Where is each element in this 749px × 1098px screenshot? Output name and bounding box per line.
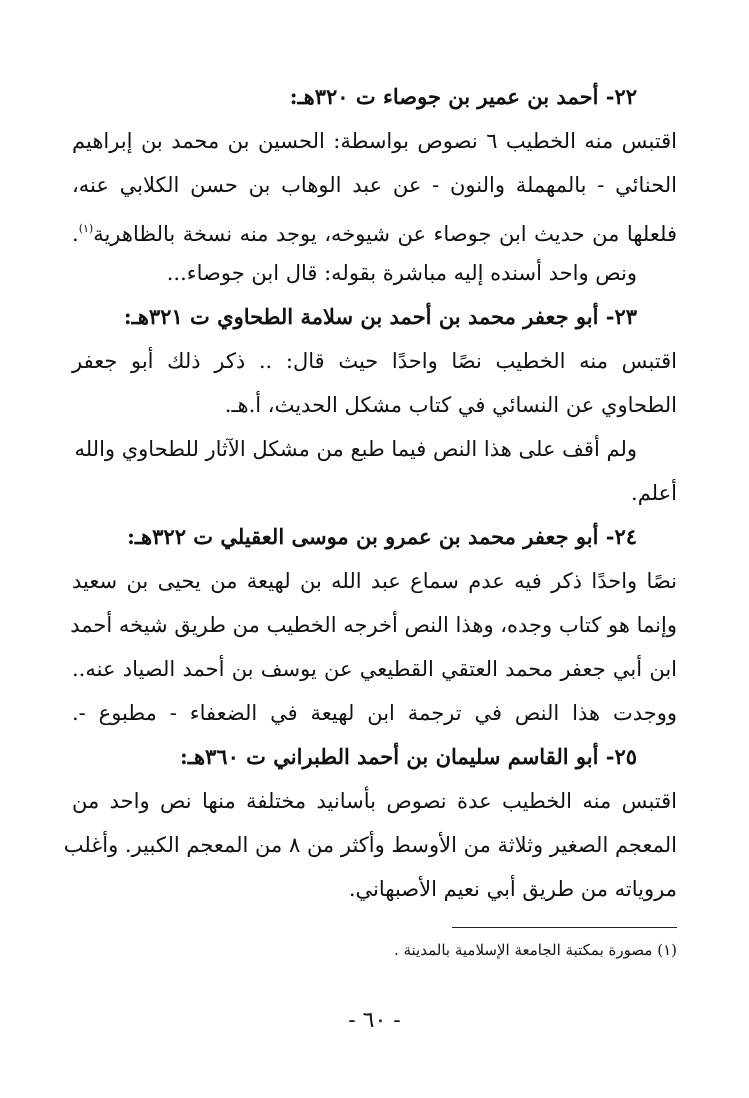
section-24-heading: ٢٤- أبو جعفر محمد بن عمرو بن موسى العقيلي ت ٣٢٢هـ: — [127, 524, 637, 549]
section-22-heading: ٢٢- أحمد بن عمير بن جوصاء ت ٣٢٠هـ: — [289, 84, 637, 109]
section-25-line-2: المعجم الصغير وثلاثة من الأوسط وأكثر من ٨ من المعجم الكبير. وأغلب — [63, 833, 677, 857]
section-22-line-4: ونص واحد أسنده إليه مباشرة بقوله: قال ابن جوصاء... — [166, 261, 637, 285]
section-22-line-2: الحنائي - بالمهملة والنون - عن عبد الوهاب بن حسن الكلابي عنه، — [72, 173, 677, 197]
section-25-line-3: مروياته من طريق أبي نعيم الأصبهاني. — [348, 877, 677, 901]
footnote-text: مصورة بمكتبة الجامعة الإسلامية بالمدينة . — [393, 941, 653, 959]
section-22-line-1: اقتبس منه الخطيب ٦ نصوص بواسطة: الحسين بن محمد بن إبراهيم — [72, 129, 677, 153]
footnote-reference: (١) — [78, 222, 94, 235]
section-23-line-1: اقتبس منه الخطيب نصًا واحدًا حيث قال: .. ذكر ذلك أبو جعفر — [72, 349, 677, 373]
page-number: - ٦٠ - — [348, 1008, 401, 1033]
footnote-divider — [452, 927, 677, 928]
section-24-line-4: ووجدت هذا النص في ترجمة ابن لهيعة في الضعفاء - مطبوع -. — [72, 701, 677, 725]
section-22-line-3-text: فلعلها من حديث ابن جوصاء عن شيوخه، يوجد منه نسخة بالظاهرية — [93, 222, 677, 246]
footnote-number: (١) — [657, 941, 677, 959]
section-23-line-3: ولم أقف على هذا النص فيما طبع من مشكل الآثار للطحاوي والله — [74, 437, 637, 461]
section-25-heading: ٢٥- أبو القاسم سليمان بن أحمد الطبراني ت ٣٦٠هـ: — [180, 744, 637, 769]
section-24-line-3: ابن أبي جعفر محمد العتقي القطيعي عن يوسف بن أحمد الصياد عنه.. — [72, 657, 677, 681]
section-24-line-2: وإنما هو كتاب وجده، وهذا النص أخرجه الخطيب من طريق شيخه أحمد — [70, 613, 677, 637]
section-25-line-1: اقتبس منه الخطيب عدة نصوص بأسانيد مختلفة منها نص واحد من — [72, 789, 677, 813]
section-23-line-2: الطحاوي عن النسائي في كتاب مشكل الحديث، أ.هـ. — [224, 393, 677, 417]
section-23-line-4: أعلم. — [631, 481, 677, 505]
section-22-line-3 — [72, 214, 677, 250]
section-24-line-1: نصًا واحدًا ذكر فيه عدم سماع عبد الله بن لهيعة من يحيى بن سعيد — [72, 569, 677, 593]
section-22-line-3-end: . — [72, 222, 79, 246]
footnote — [72, 938, 677, 962]
section-23-heading: ٢٣- أبو جعفر محمد بن أحمد بن سلامة الطحاوي ت ٣٢١هـ: — [123, 304, 637, 329]
